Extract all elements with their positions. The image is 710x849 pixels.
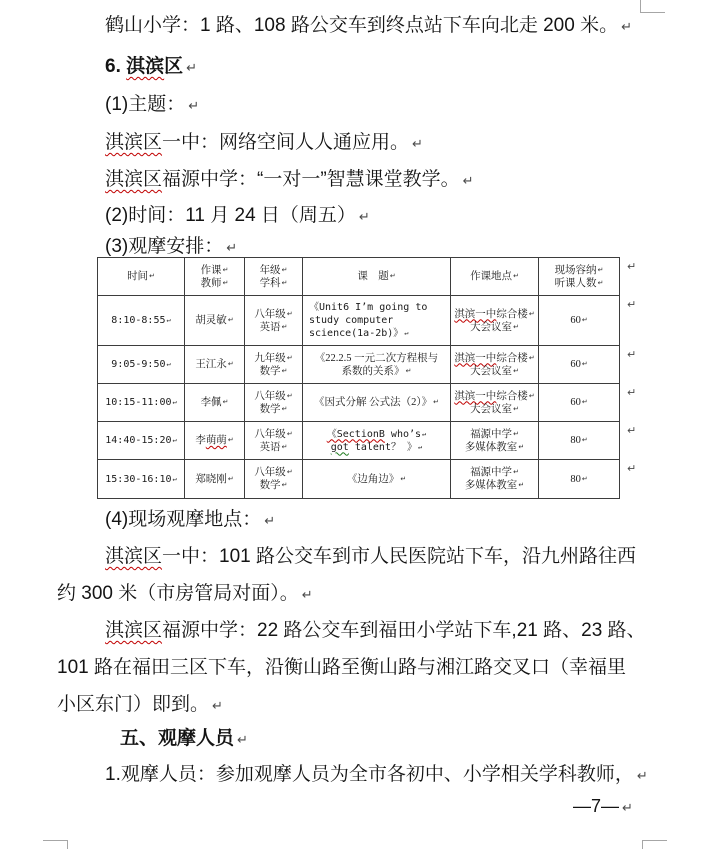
header-cell-teacher [185, 258, 245, 296]
paragraph-text: 一中：101 路公交车到市人民医院站下车，沿九州路往西 [162, 546, 636, 567]
header-cell-capacity [539, 258, 620, 296]
topic-line: 《因式分解 公式法（2）》 ↵ [314, 397, 439, 408]
row-end-mark-icon: ↵ [627, 260, 637, 273]
header-cell-time [98, 258, 185, 296]
paragraph-attendees [105, 763, 648, 788]
cell-topic [303, 422, 451, 460]
label-text: (4)现场观摩地点： [105, 509, 262, 530]
page-number-text: —7— [573, 796, 620, 816]
capacity-value: 60 ↵ [570, 397, 587, 408]
header-label: 作课地点 ↵ [470, 271, 519, 282]
cell-location [451, 384, 539, 422]
teacher-name: 王江永 ↵ [195, 359, 233, 370]
table-row [98, 296, 620, 346]
table-row [98, 346, 620, 384]
grade-value: 八年级 ↵ [254, 467, 292, 478]
grade-value: 八年级 ↵ [254, 309, 292, 320]
margin-corner-mark-top-right [640, 0, 665, 13]
heading-district-name: 淇滨 [126, 56, 165, 77]
subject-value: 英语 ↵ [260, 322, 288, 333]
header-label: 年级 ↵ [260, 265, 288, 276]
paragraph-mark-icon: ↵ [622, 801, 633, 816]
paragraph-mark-icon: ↵ [226, 241, 238, 256]
location-building: 综合楼 ↵ [496, 353, 534, 364]
page-number [573, 796, 633, 817]
topic-line: science(1a-2b)》 ↵ [309, 328, 409, 339]
teacher-name: 胡灵敏 ↵ [195, 315, 233, 326]
paragraph-venue2-line1 [105, 619, 646, 642]
cell-capacity [539, 422, 620, 460]
cell-time [98, 384, 185, 422]
location-room: 大会议室 ↵ [470, 366, 519, 377]
cell-teacher [185, 422, 245, 460]
location-room: 大会议室 ↵ [470, 322, 519, 333]
cell-topic [303, 384, 451, 422]
teacher-name: 李佩 ↵ [201, 397, 229, 408]
cell-time [98, 460, 185, 499]
label-time [105, 204, 370, 229]
grade-value: 八年级 ↵ [254, 429, 292, 440]
paragraph-text: 福源中学：22 路公交车到福田小学站下车,21 路、23 路、 [162, 620, 646, 641]
location-school: 淇滨一中 [454, 390, 497, 402]
paragraph-mark-icon: ↵ [301, 588, 313, 603]
location-room: 多媒体教室 ↵ [465, 442, 524, 453]
capacity-value: 80 ↵ [570, 474, 587, 485]
row-end-mark-icon: ↵ [627, 424, 637, 437]
cell-topic [303, 346, 451, 384]
capacity-value: 80 ↵ [570, 435, 587, 446]
cell-teacher [185, 346, 245, 384]
heading-text: 五、观摩人员 [120, 728, 235, 749]
paragraph-text: 小区东门）即到。 [57, 694, 210, 715]
subject-value: 数学 ↵ [260, 404, 288, 415]
location-building: 综合楼 ↵ [496, 309, 534, 320]
topic-line: 系数的关系》 ↵ [342, 366, 412, 377]
header-label: 现场容纳 ↵ [555, 265, 604, 276]
header-label: 时间 ↵ [127, 271, 155, 282]
paragraph-mark-icon: ↵ [237, 733, 248, 748]
header-label: 作课 ↵ [201, 265, 229, 276]
time-value: 8:10-8:55 ↵ [111, 315, 170, 326]
cell-topic [303, 296, 451, 346]
heading-section5 [120, 727, 248, 752]
cell-location [451, 422, 539, 460]
cell-teacher [185, 460, 245, 499]
topic-line: who’s ↵ [385, 429, 426, 440]
table-row [98, 384, 620, 422]
subject-value: 数学 ↵ [260, 366, 288, 377]
header-cell-location [451, 258, 539, 296]
row-end-mark-icon: ↵ [627, 386, 637, 399]
grade-value: 九年级 ↵ [254, 353, 292, 364]
heading-section6 [105, 55, 197, 80]
header-label: 听课人数 ↵ [555, 278, 604, 289]
school-name: 淇滨区 [105, 169, 163, 190]
cell-mark-icon [227, 435, 234, 446]
label-text: (2)时间：11 月 24 日（周五） [105, 205, 356, 226]
heading-prefix: 6. [105, 56, 127, 77]
topic-line-misspelled: 《SectionB [326, 428, 385, 440]
topic-line: study computer [309, 315, 394, 326]
cell-time [98, 296, 185, 346]
school-name: 淇滨区 [105, 132, 163, 153]
cell-location [451, 460, 539, 499]
school-name: 淇滨区 [105, 546, 163, 567]
capacity-value: 60 ↵ [570, 359, 587, 370]
paragraph-venue1-line1 [105, 545, 636, 568]
paragraph-text: 约 300 米（市房管局对面）。 [57, 583, 299, 604]
paragraph-mark-icon: ↵ [462, 174, 474, 189]
time-value: 9:05-9:50 ↵ [111, 359, 170, 370]
time-value: 15:30-16:10 ↵ [105, 474, 176, 485]
header-label: 教师 ↵ [201, 278, 229, 289]
cell-location [451, 346, 539, 384]
location-school: 福源中学 ↵ [470, 467, 519, 478]
location-school: 淇滨一中 [454, 352, 497, 364]
schedule-table [97, 257, 620, 499]
location-building: 综合楼 ↵ [496, 391, 534, 402]
paragraph-mark-icon: ↵ [358, 210, 370, 225]
label-text: (1)主题： [105, 94, 186, 115]
location-school: 福源中学 ↵ [470, 429, 519, 440]
label-venue [105, 508, 275, 533]
teacher-name: 李 [195, 435, 206, 446]
table-row [98, 460, 620, 499]
school-name: 淇滨区 [105, 620, 163, 641]
heading-suffix: 区 [164, 56, 184, 77]
subject-value: 英语 ↵ [260, 442, 288, 453]
paragraph-venue1-line2 [57, 582, 313, 607]
topic-line: 《边角边》 ↵ [347, 474, 406, 485]
label-theme [105, 93, 199, 118]
cell-time [98, 422, 185, 460]
paragraph-theme2 [105, 168, 474, 193]
location-school: 淇滨一中 [454, 308, 497, 320]
cell-grade [245, 460, 303, 499]
paragraph-mark-icon: ↵ [186, 61, 198, 76]
teacher-name: 郑晓刚 ↵ [195, 474, 233, 485]
label-text: (3)观摩安排： [105, 236, 224, 257]
header-label: 学科 ↵ [260, 278, 288, 289]
time-value: 10:15-11:00 ↵ [105, 397, 176, 408]
paragraph-theme1 [105, 131, 423, 156]
cell-capacity [539, 296, 620, 346]
subject-value: 数学 ↵ [260, 480, 288, 491]
cell-capacity [539, 384, 620, 422]
header-cell-grade [245, 258, 303, 296]
location-room: 多媒体教室 ↵ [465, 480, 524, 491]
cell-topic [303, 460, 451, 499]
paragraph-mark-icon: ↵ [264, 514, 276, 529]
paragraph-mark-icon: ↵ [636, 769, 648, 784]
row-end-mark-icon: ↵ [627, 298, 637, 311]
table-row [98, 422, 620, 460]
teacher-name-misspelled: 萌萌 [205, 435, 227, 446]
paragraph-mark-icon: ↵ [621, 20, 632, 35]
grade-value: 八年级 ↵ [254, 391, 292, 402]
paragraph-mark-icon: ↵ [412, 137, 423, 152]
topic-line: 《22.2.5 一元二次方程根与 [314, 352, 439, 364]
margin-corner-mark-bottom-left [43, 840, 68, 849]
header-label: 课 题 ↵ [357, 271, 395, 282]
paragraph-venue2-line3 [57, 693, 223, 718]
paragraph-text: 鹤山小学：1 路、108 路公交车到终点站下车向北走 200 米。 [105, 15, 619, 36]
cell-capacity [539, 346, 620, 384]
time-value: 14:40-15:20 ↵ [105, 435, 176, 446]
paragraph-text: 福源中学：“一对一”智慧课堂教学。 [162, 169, 460, 190]
paragraph-mark-icon: ↵ [212, 699, 223, 714]
cell-location [451, 296, 539, 346]
paragraph-venue2-line2 [57, 656, 626, 679]
header-cell-topic [303, 258, 451, 296]
cell-teacher [185, 384, 245, 422]
cell-grade [245, 422, 303, 460]
cell-grade [245, 346, 303, 384]
margin-corner-mark-bottom-right [642, 840, 667, 849]
paragraph-text: 101 路在福田三区下车，沿衡山路至衡山路与湘江路交叉口（幸福里 [57, 657, 626, 678]
cell-capacity [539, 460, 620, 499]
cell-grade [245, 296, 303, 346]
capacity-value: 60 ↵ [570, 315, 587, 326]
paragraph-bus-route [105, 14, 632, 39]
cell-grade [245, 384, 303, 422]
location-room: 大会议室 ↵ [470, 404, 519, 415]
topic-line-grammar: got [330, 441, 349, 453]
topic-line: talent？ 》 ↵ [349, 442, 422, 453]
table-header-row [98, 258, 620, 296]
topic-line: 《Unit6 I’m going to [309, 302, 428, 313]
row-end-mark-icon: ↵ [627, 348, 637, 361]
paragraph-mark-icon: ↵ [188, 99, 200, 114]
paragraph-text: 一中：网络空间人人通应用。 [162, 132, 410, 153]
row-end-mark-icon: ↵ [627, 462, 637, 475]
cell-teacher [185, 296, 245, 346]
cell-time [98, 346, 185, 384]
paragraph-text: 1.观摩人员：参加观摩人员为全市各初中、小学相关学科教师， [105, 764, 634, 785]
